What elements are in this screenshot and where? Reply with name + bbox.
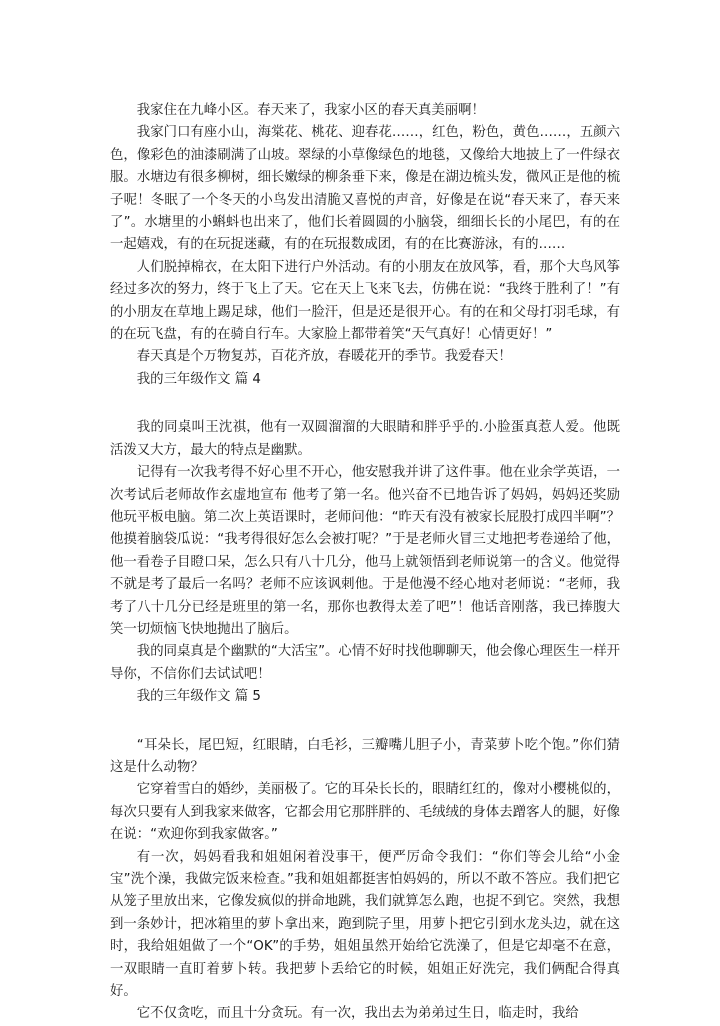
section-spacer [110,391,620,417]
paragraph: 春天真是个万物复苏，百花齐放，春暖花开的季节。我爱春天！ [136,349,512,365]
paragraph: 人们脱掉棉衣，在太阳下进行户外活动。有的小朋友在放风筝，看，那个大鸟风筝经过多次的努力，终于飞上了天。它在天上飞来飞去，仿佛在说：“我终于胜利了！”有的小朋友在草地上踢足球，他们一脸汗，但是还是很开心。有的在和父母打羽毛球，有的在玩飞盘，有的在骑自行车。大家脸上都带着笑“天气真好！心情更好！” [110,259,620,343]
paragraph: “耳朵长，尾巴短，红眼睛，白毛衫，三瓣嘴儿胆子小，青菜萝卜吃个饱。”你们猜这是什么动物？ [110,737,620,775]
section-heading: 我的三年级作文 篇 5 [136,689,261,705]
section-heading: 我的三年级作文 篇 4 [136,371,261,387]
paragraph: 我的同桌真是个幽默的“大活宝”。心情不好时找他聊聊天，他会像心理医生一样开导你，不信你们去试试吧！ [110,644,620,682]
paragraph: 我家门口有座小山，海棠花、桃花、迎春花……，红色，粉色，黄色……，五颜六色，像彩色的油漆刷满了山坡。翠绿的小草像绿色的地毯，又像给大地披上了一件绿衣服。水塘边有很多柳树，细长嫩绿的柳条垂下来，像是在湖边梳头发，微风正是他的梳子呢！冬眠了一个冬天的小鸟发出清脆又喜悦的声音，好像是在说“春天来了，春天来了”。水塘里的小蝌蚪也出来了，他们长着圆圆的小脑袋，细细长长的小尾巴，有的在一起嬉戏，有的在玩捉迷藏，有的在玩报数成团，有的在比赛游泳，有的…… [110,125,620,253]
section-spacer [110,709,620,735]
paragraph: 我的同桌叫王沈祺，他有一双圆溜溜的大眼睛和胖乎乎的.小脸蛋真惹人爱。他既活泼又大方，最大的特点是幽默。 [110,420,620,458]
paragraph: 它穿着雪白的婚纱，美丽极了。它的耳朵长长的，眼睛红红的，像对小樱桃似的，每次只要有人到我家来做客，它都会用它那胖胖的、毛绒绒的身体去蹭客人的腿，好像在说：“欢迎你到我家做客。” [110,782,620,843]
document-page [110,100,620,1026]
paragraph: 有一次，妈妈看我和姐姐闲着没事干，便严厉命令我们：“你们等会儿给“小金宝”洗个澡，我做完饭来检查。”我和姐姐都挺害怕妈妈的，所以不敢不答应。我们把它从笼子里放出来，它像发疯似的拼命地跳，我们就算怎么跑，也捉不到它。突然，我想到一条妙计，把冰箱里的萝卜拿出来，跑到院子里，用萝卜把它引到水龙头边，就在这时，我给姐姐做了一个“OK”的手势，姐姐虽然开始给它洗澡了，但是它却毫不在意，一双眼睛一直盯着萝卜转。我把萝卜丢给它的时候，姐姐正好洗完，我们俩配合得真好。 [110,849,620,1000]
paragraph: 我家住在九峰小区。春天来了，我家小区的春天真美丽啊！ [136,103,485,118]
paragraph: 它不仅贪吃，而且十分贪玩。有一次，我出去为弟弟过生日，临走时，我给 [136,1006,579,1022]
paragraph: 记得有一次我考得不好心里不开心，他安慰我并讲了这件事。他在业余学英语，一次考试后老师故作玄虚地宣布 他考了第一名。他兴奋不已地告诉了妈妈，妈妈还奖励他玩平板电脑。第二次上英语课时，老师问他：“昨天有没有被家长屁股打成四半啊”？他摸着脑袋瓜说：“我考得很好怎么会被打呢？”于是老师火冒三丈地把考卷递给了他，他一看卷子目瞪口呆，怎么只有八十几分，他马上就领悟到老师说第一的含义。他觉得不就是考了最后一名吗？老师不应该讽刺他。于是他漫不经心地对老师说：“老师，我考了八十几分已经是班里的第一名，那你也教得太差了吧”！他话音刚落，我已捧腹大笑一切烦恼飞快地抛出了脑后。 [110,465,620,637]
